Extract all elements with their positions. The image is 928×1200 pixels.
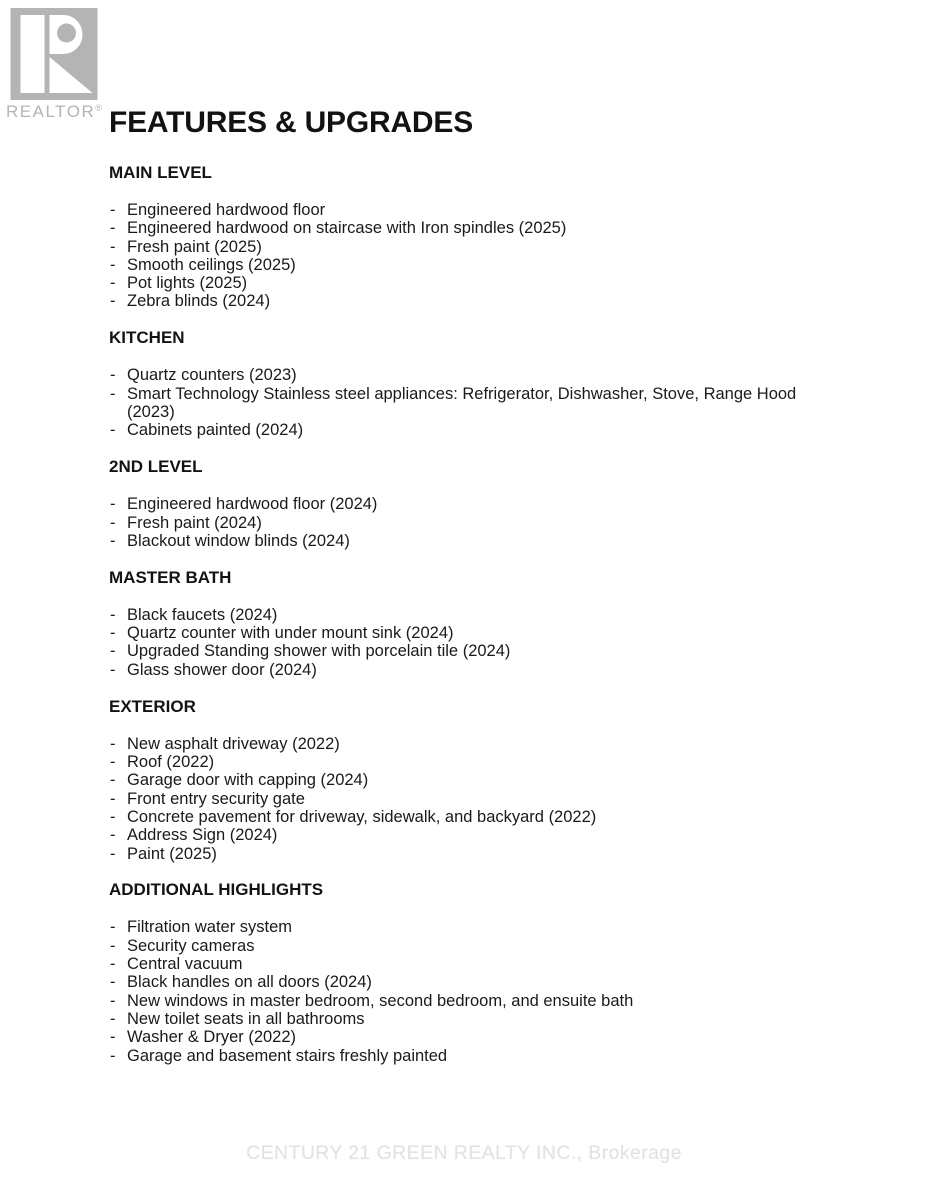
realtor-label-text: REALTOR <box>6 102 96 121</box>
feature-text: Pot lights (2025) <box>127 274 248 293</box>
feature-text: Upgraded Standing shower with porcelain tile (2024) <box>127 642 511 661</box>
sections <box>109 164 823 1065</box>
bullet-marker: - <box>110 292 116 311</box>
feature-item <box>109 771 823 789</box>
feature-item <box>109 366 823 384</box>
feature-item <box>109 219 823 237</box>
bullet-marker: - <box>110 771 116 790</box>
feature-item <box>109 826 823 844</box>
feature-item <box>109 753 823 771</box>
bullet-marker: - <box>110 366 116 385</box>
feature-list <box>109 735 823 863</box>
feature-item <box>109 937 823 955</box>
feature-item <box>109 292 823 310</box>
feature-item <box>109 1010 823 1028</box>
feature-text: Central vacuum <box>127 955 243 974</box>
bullet-marker: - <box>110 1046 116 1065</box>
bullet-marker: - <box>110 495 116 514</box>
brokerage-watermark: CENTURY 21 GREEN REALTY INC., Brokerage <box>246 1142 682 1164</box>
feature-item <box>109 642 823 660</box>
feature-item <box>109 735 823 753</box>
feature-item <box>109 992 823 1010</box>
bullet-marker: - <box>110 991 116 1010</box>
feature-item <box>109 256 823 274</box>
bullet-marker: - <box>110 753 116 772</box>
feature-list <box>109 201 823 311</box>
feature-text: Filtration water system <box>127 918 293 937</box>
bullet-marker: - <box>110 973 116 992</box>
section-heading: MAIN LEVEL <box>109 163 212 182</box>
feature-item <box>109 808 823 826</box>
feature-item <box>109 238 823 256</box>
feature-item <box>109 624 823 642</box>
feature-text: Security cameras <box>127 936 255 955</box>
realtor-logo <box>6 8 116 122</box>
bullet-marker: - <box>110 789 116 808</box>
feature-section <box>109 698 823 863</box>
bullet-marker: - <box>110 421 116 440</box>
feature-text: Fresh paint (2024) <box>127 513 262 532</box>
bullet-marker: - <box>110 384 116 403</box>
feature-item <box>109 514 823 532</box>
feature-item <box>109 274 823 292</box>
realtor-wordmark <box>6 102 116 122</box>
feature-item <box>109 421 823 439</box>
feature-text: Engineered hardwood floor (2024) <box>127 495 378 514</box>
bullet-marker: - <box>110 274 116 293</box>
feature-text: Roof (2022) <box>127 753 215 772</box>
feature-item <box>109 385 823 422</box>
feature-item <box>109 973 823 991</box>
feature-section <box>109 329 823 439</box>
feature-item <box>109 606 823 624</box>
bullet-marker: - <box>110 1028 116 1047</box>
feature-text: Garage door with capping (2024) <box>127 771 369 790</box>
feature-section <box>109 458 823 550</box>
feature-section <box>109 569 823 679</box>
feature-text: Zebra blinds (2024) <box>127 292 271 311</box>
feature-section <box>109 881 823 1064</box>
bullet-marker: - <box>110 844 116 863</box>
feature-text: Black handles on all doors (2024) <box>127 973 372 992</box>
feature-item <box>109 661 823 679</box>
bullet-marker: - <box>110 200 116 219</box>
bullet-marker: - <box>110 1009 116 1028</box>
bullet-marker: - <box>110 642 116 661</box>
feature-text: Smart Technology Stainless steel appliances: Refrigerator, Dishwasher, Stove, Range Hood (2023) <box>127 384 797 422</box>
feature-text: Fresh paint (2025) <box>127 237 262 256</box>
bullet-marker: - <box>110 605 116 624</box>
feature-text: Washer & Dryer (2022) <box>127 1028 297 1047</box>
feature-item <box>109 1028 823 1046</box>
feature-item <box>109 845 823 863</box>
section-heading: MASTER BATH <box>109 567 232 587</box>
feature-text: Cabinets painted (2024) <box>127 421 304 440</box>
feature-text: Address Sign (2024) <box>127 826 278 845</box>
feature-item <box>109 955 823 973</box>
realtor-block-r-icon <box>10 8 98 100</box>
section-heading: ADDITIONAL HIGHLIGHTS <box>109 880 324 900</box>
section-heading: EXTERIOR <box>109 696 196 716</box>
bullet-marker: - <box>110 660 116 679</box>
bullet-marker: - <box>110 936 116 955</box>
bullet-marker: - <box>110 807 116 826</box>
bullet-marker: - <box>110 826 116 845</box>
feature-text: Blackout window blinds (2024) <box>127 531 350 550</box>
feature-text: Smooth ceilings (2025) <box>127 255 296 274</box>
feature-list <box>109 606 823 679</box>
registered-trademark-symbol: ® <box>95 103 102 113</box>
feature-item <box>109 495 823 513</box>
feature-text: Garage and basement stairs freshly painted <box>127 1046 448 1065</box>
bullet-marker: - <box>110 531 116 550</box>
feature-text: Black faucets (2024) <box>127 605 278 624</box>
feature-item <box>109 201 823 219</box>
bullet-marker: - <box>110 255 116 274</box>
bullet-marker: - <box>110 955 116 974</box>
feature-list <box>109 918 823 1064</box>
bullet-marker: - <box>110 513 116 532</box>
feature-text: New windows in master bedroom, second bedroom, and ensuite bath <box>127 991 634 1010</box>
feature-section <box>109 164 823 311</box>
feature-text: Engineered hardwood on staircase with Iron spindles (2025) <box>127 219 567 238</box>
feature-text: Quartz counter with under mount sink (2024) <box>127 624 454 643</box>
feature-text: Engineered hardwood floor <box>127 200 326 219</box>
bullet-marker: - <box>110 624 116 643</box>
feature-text: Paint (2025) <box>127 844 217 863</box>
feature-list <box>109 366 823 439</box>
bullet-marker: - <box>110 237 116 256</box>
feature-item <box>109 790 823 808</box>
section-heading: 2ND LEVEL <box>109 457 203 477</box>
feature-text: Quartz counters (2023) <box>127 366 297 385</box>
feature-text: New asphalt driveway (2022) <box>127 734 340 753</box>
feature-text: Front entry security gate <box>127 789 305 808</box>
feature-list <box>109 495 823 550</box>
feature-text: Glass shower door (2024) <box>127 660 317 679</box>
feature-item <box>109 1047 823 1065</box>
feature-text: Concrete pavement for driveway, sidewalk, and backyard (2022) <box>127 807 597 826</box>
section-heading: KITCHEN <box>109 328 185 348</box>
bullet-marker: - <box>110 734 116 753</box>
feature-item <box>109 918 823 936</box>
bullet-marker: - <box>110 918 116 937</box>
feature-item <box>109 532 823 550</box>
page-title: FEATURES & UPGRADES <box>109 106 474 139</box>
bullet-marker: - <box>110 219 116 238</box>
feature-text: New toilet seats in all bathrooms <box>127 1009 365 1028</box>
